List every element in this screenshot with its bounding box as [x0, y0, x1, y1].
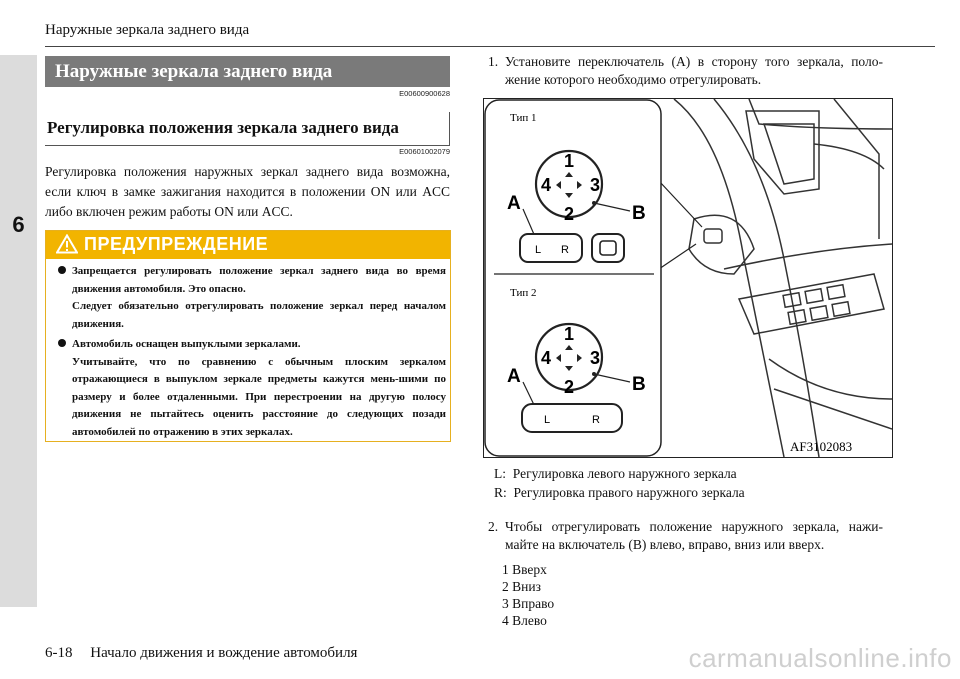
- dir-right-label-2: 3: [589, 348, 601, 368]
- warning-header: [46, 231, 450, 259]
- warning-item-lead: Запрещается регулировать положение зеркал заднего вида во время движения автомобиля. Это опасно.: [72, 265, 446, 295]
- running-head: Наружные зеркала заднего вида: [45, 22, 250, 38]
- dir-left-label-2: 4: [540, 348, 552, 368]
- legend-row: [494, 466, 737, 482]
- warning-icon: [56, 234, 78, 254]
- dir-down-label: 2: [563, 204, 575, 224]
- direction-item: 3 Вправо: [502, 596, 555, 611]
- legend-key: R:: [494, 485, 507, 500]
- switch-l-type1: L: [534, 244, 542, 256]
- section-title: Наружные зеркала заднего вида: [45, 56, 450, 87]
- chapter-tab: [0, 55, 37, 607]
- dir-left-label: 4: [540, 175, 552, 195]
- intro-paragraph: Регулировка положения наружных зеркал заднего вида возможна, если ключ в замке зажигания находится в положении ON или ACC либо включен режим работы ON или ACC.: [45, 164, 450, 219]
- switch-r-type2: R: [592, 414, 600, 426]
- step-2-number: 2.: [488, 519, 499, 534]
- section-code: E00600900628: [399, 89, 450, 98]
- direction-item: 1 Вверх: [502, 562, 547, 577]
- type-2-label: Тип 2: [510, 287, 537, 299]
- legend-text: Регулировка левого наружного зеркала: [512, 466, 737, 481]
- footer-chapter-title: Начало движения и вождение автомобиля: [90, 645, 358, 661]
- watermark: carmanualsonline.info: [688, 643, 952, 673]
- warning-body: [58, 263, 446, 444]
- mirror-switch-illustration: [484, 99, 892, 457]
- warning-item: [58, 336, 446, 441]
- figure-code: AF3102083: [790, 439, 853, 454]
- dir-up-label: 1: [563, 151, 575, 171]
- warning-box: [45, 230, 451, 442]
- subsection-code: E00601002079: [399, 147, 450, 156]
- dir-right-label: 3: [589, 175, 601, 195]
- warning-item-text: Следует обязательно отрегулировать положение зеркал перед началом движения.: [72, 300, 446, 330]
- page-number: 6-18: [45, 645, 73, 661]
- step-1-text: Установите переключатель (A) в сторону того зеркала, поло-жение которого необходимо отрегулировать.: [505, 54, 883, 87]
- type-1-label: Тип 1: [510, 112, 537, 124]
- label-b-type2: B: [632, 374, 646, 395]
- warning-title: ПРЕДУПРЕЖДЕНИЕ: [84, 234, 269, 254]
- label-a-type1: A: [507, 193, 521, 214]
- label-a-type2: A: [507, 366, 521, 387]
- switch-r-type1: R: [561, 244, 569, 256]
- direction-list: [502, 561, 554, 629]
- label-b-type1: B: [632, 203, 646, 224]
- door-panel-drawing: [674, 99, 892, 457]
- legend-row: [494, 485, 745, 501]
- warning-item-lead: Автомобиль оснащен выпуклыми зеркалами.: [72, 338, 301, 350]
- bullet-icon: [58, 266, 66, 274]
- step-2-text: Чтобы отрегулировать положение наружного зеркала, нажи-майте на включатель (B) влево, вправо, вниз или вверх.: [505, 519, 883, 552]
- dir-up-label-2: 1: [563, 324, 575, 344]
- dir-down-label-2: 2: [563, 377, 575, 397]
- page-footer: [45, 645, 357, 662]
- legend-key: L:: [494, 466, 506, 481]
- switch-l-type2: L: [543, 414, 551, 426]
- warning-item: [58, 263, 446, 333]
- direction-item: 4 Влево: [502, 613, 547, 628]
- chapter-number: 6: [12, 212, 25, 237]
- subsection-title: Регулировка положения зеркала заднего вида: [47, 118, 399, 137]
- mirror-switch-diagram: [483, 98, 893, 458]
- legend-text: Регулировка правого наружного зеркала: [513, 485, 745, 500]
- direction-item: 2 Вниз: [502, 579, 541, 594]
- header-divider: [45, 46, 935, 47]
- bullet-icon: [58, 339, 66, 347]
- warning-item-text: Учитывайте, что по сравнению с обычным плоским зеркалом отражающиеся в выпуклом зеркале предметы кажутся мень-шими по размеру и более отдаленными. При перестроении на другую полосу движения не пытайтесь оценить расстояние до следующих позади автомобилей по отражению в этих зеркалах.: [72, 355, 446, 438]
- step-1-number: 1.: [488, 54, 499, 69]
